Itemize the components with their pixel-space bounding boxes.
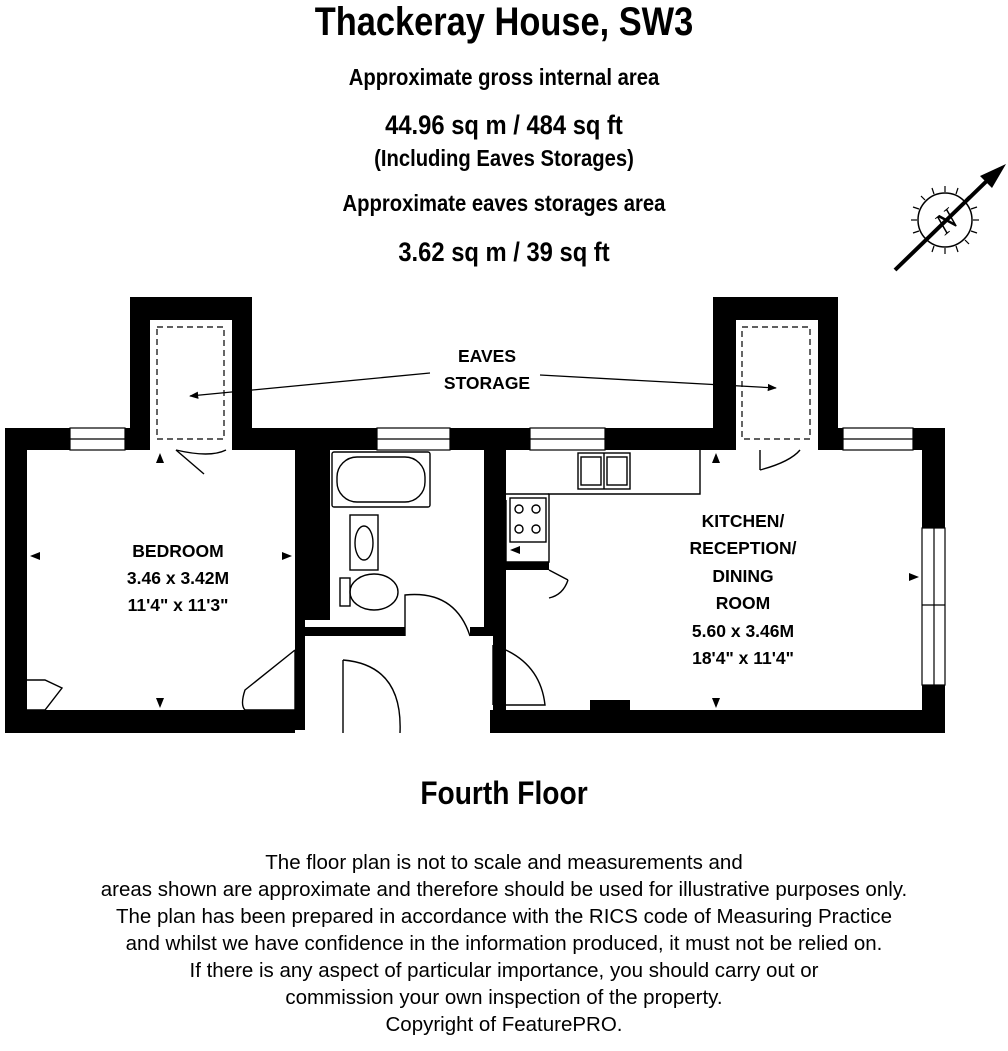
bedroom-metric: 3.46 x 3.42M <box>126 568 230 588</box>
gross-area-label: Approximate gross internal area <box>348 64 660 90</box>
gross-area-note: (Including Eaves Storages) <box>374 145 634 171</box>
kitchen-imperial: 18'4" x 11'4" <box>692 648 794 668</box>
gross-area-value: 44.96 sq m / 484 sq ft <box>385 110 623 140</box>
page-title: Thackeray House, SW3 <box>314 0 694 44</box>
disclaimer <box>0 849 1008 1038</box>
kitchen-name-line3: DINING <box>712 566 774 586</box>
kitchen-metric: 5.60 x 3.46M <box>691 621 795 641</box>
compass-north-letter: N <box>928 202 965 241</box>
eaves-label-line2: STORAGE <box>443 373 531 393</box>
disclaimer-line: and whilst we have confidence in the information produced, it must not be relied on. <box>125 932 883 955</box>
disclaimer-line: areas shown are approximate and therefore should be used for illustrative purposes only. <box>100 878 908 901</box>
bedroom-imperial: 11'4" x 11'3" <box>127 595 229 615</box>
kitchen-name-line4: ROOM <box>715 593 771 613</box>
north-arrow-icon <box>895 164 1006 270</box>
floor-name: Fourth Floor <box>420 775 588 811</box>
disclaimer-line: The floor plan is not to scale and measurements and <box>265 851 743 874</box>
disclaimer-line: commission your own inspection of the property. <box>285 986 723 1009</box>
disclaimer-line: Copyright of FeaturePRO. <box>385 1013 623 1036</box>
eaves-area-label: Approximate eaves storages area <box>342 190 666 216</box>
eaves-label-line1: EAVES <box>457 346 517 366</box>
disclaimer-line: The plan has been prepared in accordance with the RICS code of Measuring Practice <box>115 905 893 928</box>
bedroom-name: BEDROOM <box>132 541 224 561</box>
doors <box>27 450 800 733</box>
kitchen-name-line2: RECEPTION/ <box>689 538 797 558</box>
kitchen-name-line1: KITCHEN/ <box>701 511 785 531</box>
eaves-area-value: 3.62 sq m / 39 sq ft <box>398 237 610 267</box>
fixtures <box>332 450 700 610</box>
disclaimer-line: If there is any aspect of particular importance, you should carry out or <box>189 959 819 982</box>
